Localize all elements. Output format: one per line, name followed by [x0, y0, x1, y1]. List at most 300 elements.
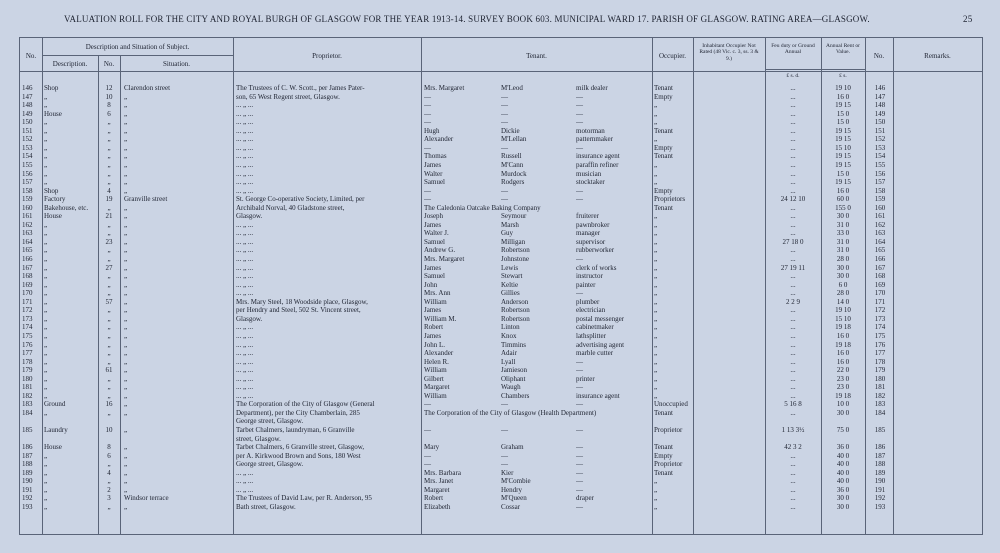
cell-to: — — [576, 485, 583, 494]
cell-no: 180 — [22, 374, 33, 383]
cell-num: „ — [107, 135, 111, 144]
cell-desc: „ — [44, 255, 48, 263]
cell-rno: 180 — [874, 374, 886, 383]
cell-rno: 165 — [874, 246, 886, 255]
cell-feu: ... — [790, 366, 796, 375]
cell-prop: ... „ ... — [236, 143, 254, 152]
cell-tf: Mrs. Margaret — [424, 84, 465, 92]
cell-feu: ... — [790, 272, 796, 281]
cell-feu: ... — [790, 152, 796, 161]
cell-sit: Granville street — [124, 195, 168, 204]
cell-prop: ... „ ... — [236, 485, 254, 494]
cell-no: 160 — [22, 203, 33, 212]
cell-desc: „ — [44, 383, 48, 392]
cell-tf: — — [424, 109, 431, 118]
cell-occ: Empty — [654, 143, 673, 152]
cell-ts: — — [501, 426, 508, 434]
cell-tf: Joseph — [424, 212, 444, 221]
cell-to: — — [576, 195, 583, 204]
header-occupier: Occupier. — [658, 52, 686, 60]
cell-tf: James — [424, 220, 442, 229]
cell-rent: 19 15 — [835, 178, 851, 187]
cell-num: „ — [107, 289, 111, 298]
cell-feu: 1 13 3½ — [781, 426, 805, 434]
cell-rent: 15 0 — [836, 118, 850, 127]
cell-occ: „ — [654, 340, 658, 349]
cell-rno: 182 — [874, 391, 886, 400]
cell-no: 186 — [22, 443, 33, 452]
cell-sit: „ — [124, 246, 128, 255]
cell-ts: — — [501, 451, 508, 460]
valuation-table — [19, 37, 983, 535]
cell-occ: „ — [654, 485, 658, 494]
cell-desc: „ — [44, 468, 48, 477]
cell-ts: Waugh — [501, 383, 521, 392]
cell-tf: The Corporation of the City of Glasgow (Health Department) — [424, 408, 597, 417]
cell-tf: — — [424, 460, 431, 469]
cell-rno: 162 — [874, 220, 886, 229]
cell-rent: 15 10 — [835, 143, 851, 152]
cell-num: 27 — [105, 263, 113, 272]
cell-ts: Keltie — [501, 280, 519, 289]
cell-feu: ... — [790, 84, 796, 92]
cell-prop: ... „ ... — [236, 237, 254, 246]
header-proprietor: Proprietor. — [312, 52, 342, 60]
header-description-group: Description and Situation of Subject. — [85, 43, 190, 51]
cell-feu: ... — [790, 101, 796, 110]
cell-num: 4 — [107, 468, 111, 477]
cell-feu: ... — [790, 280, 796, 289]
cell-tf: William — [424, 391, 447, 400]
cell-tf: James — [424, 263, 442, 272]
cell-sit: „ — [124, 169, 128, 178]
cell-rno: 166 — [874, 255, 886, 263]
cell-occ: „ — [654, 118, 658, 127]
cell-occ: „ — [654, 357, 658, 366]
cell-occ: „ — [654, 366, 658, 375]
cell-ts: Jamieson — [501, 366, 528, 375]
cell-to: — — [576, 289, 583, 298]
cell-tf: — — [424, 451, 431, 460]
cell-tf: Alexander — [424, 349, 454, 358]
cell-rent: 30 0 — [836, 502, 850, 511]
cell-occ: „ — [654, 169, 658, 178]
cell-rent: 19 10 — [835, 84, 851, 92]
cell-sit: Windsor terrace — [124, 494, 169, 503]
cell-ts: Seymour — [501, 212, 527, 221]
cell-prop: ... „ ... — [236, 255, 254, 263]
cell-feu: ... — [790, 92, 796, 101]
cell-no: 192 — [22, 494, 33, 503]
cell-no: 152 — [22, 135, 33, 144]
cell-no: 156 — [22, 169, 33, 178]
cell-prop: Tarbet Chalmers, 6 Granville street, Glasgow, — [236, 443, 365, 452]
cell-desc: „ — [44, 152, 48, 161]
cell-tf: — — [424, 400, 431, 409]
cell-to: draper — [576, 494, 594, 503]
cell-rno: 146 — [874, 84, 886, 92]
cell-rent: 36 0 — [836, 485, 850, 494]
cell-rno: 152 — [874, 135, 886, 144]
cell-desc: „ — [44, 485, 48, 494]
cell-to: lathsplitter — [576, 331, 606, 340]
cell-rent: 60 0 — [836, 195, 850, 204]
cell-ts: Graham — [501, 443, 524, 452]
cell-feu: ... — [790, 135, 796, 144]
cell-ts: Lewis — [501, 263, 519, 272]
cell-occ: Proprietor — [654, 460, 683, 469]
cell-desc: „ — [44, 220, 48, 229]
cell-num: „ — [107, 246, 111, 255]
cell-rent: 19 15 — [835, 152, 851, 161]
cell-no: 174 — [22, 323, 33, 332]
cell-occ: „ — [654, 160, 658, 169]
cell-to: — — [576, 468, 583, 477]
cell-desc: „ — [44, 101, 48, 110]
cell-no: 175 — [22, 331, 33, 340]
cell-feu: ... — [790, 220, 796, 229]
cell-num: „ — [107, 220, 111, 229]
cell-occ: Tenant — [654, 443, 673, 452]
cell-prop: ... „ ... — [236, 383, 254, 392]
cell-rent: 28 0 — [836, 289, 850, 298]
cell-occ: „ — [654, 212, 658, 221]
cell-rent: 31 0 — [836, 237, 850, 246]
cell-tf: Mrs. Ann — [424, 289, 451, 298]
cell-feu: ... — [790, 502, 796, 511]
cell-num: „ — [107, 323, 111, 332]
cell-desc: Ground — [44, 400, 66, 409]
cell-to: — — [576, 143, 583, 152]
cell-sit: „ — [124, 477, 128, 486]
cell-rno: 173 — [874, 314, 886, 323]
cell-tf: Thomas — [424, 152, 447, 161]
table-row — [20, 503, 982, 512]
cell-sit: „ — [124, 408, 128, 417]
cell-rent: 40 0 — [836, 477, 850, 486]
cell-tf: Elizabeth — [424, 502, 451, 511]
header-feu-duty: Feu duty or Ground Annual — [771, 43, 815, 56]
cell-num: 8 — [107, 101, 111, 110]
cell-occ: „ — [654, 272, 658, 281]
cell-prop: Bath street, Glasgow. — [236, 502, 296, 511]
cell-rent: 30 0 — [836, 494, 850, 503]
cell-occ: „ — [654, 314, 658, 323]
cell-ts: Hendry — [501, 485, 522, 494]
cell-desc: „ — [44, 237, 48, 246]
cell-sit: „ — [124, 468, 128, 477]
cell-feu: ... — [790, 460, 796, 469]
cell-desc: „ — [44, 118, 48, 127]
cell-feu: ... — [790, 383, 796, 392]
cell-prop: ... „ ... — [236, 186, 254, 195]
cell-prop: ... „ ... — [236, 152, 254, 161]
cell-rent: 23 0 — [836, 383, 850, 392]
cell-rno: 160 — [874, 203, 886, 212]
cell-sit: „ — [124, 263, 128, 272]
cell-sit: „ — [124, 374, 128, 383]
cell-sit: „ — [124, 383, 128, 392]
header-remarks: Remarks. — [924, 52, 951, 60]
cell-feu: ... — [790, 229, 796, 238]
cell-desc: „ — [44, 229, 48, 238]
cell-rent: 30 0 — [836, 408, 850, 417]
cell-tf: Hugh — [424, 126, 440, 135]
cell-num: „ — [107, 203, 111, 212]
cell-tf: Samuel — [424, 237, 445, 246]
cell-ts: — — [501, 109, 508, 118]
cell-num: 23 — [105, 237, 113, 246]
cell-ts: — — [501, 460, 508, 469]
cell-sit: „ — [124, 237, 128, 246]
cell-prop: ... „ ... — [236, 263, 254, 272]
cell-num: 19 — [105, 195, 113, 204]
header-annual-rent: Annual Rent or Value. — [826, 43, 860, 56]
cell-feu: 2 2 9 — [786, 297, 800, 306]
cell-rno: 183 — [874, 400, 886, 409]
cell-rno: 163 — [874, 229, 886, 238]
cell-occ: „ — [654, 349, 658, 358]
cell-feu: ... — [790, 357, 796, 366]
cell-feu: ... — [790, 246, 796, 255]
cell-feu: ... — [790, 178, 796, 187]
cell-feu: ... — [790, 340, 796, 349]
cell-rno: 171 — [874, 297, 886, 306]
cell-sit: „ — [124, 331, 128, 340]
cell-feu: 24 12 10 — [780, 195, 806, 204]
cell-no: 189 — [22, 468, 33, 477]
cell-tf: Andrew G. — [424, 246, 456, 255]
cell-ts: Russell — [501, 152, 522, 161]
cell-ts: Lyall — [501, 357, 516, 366]
cell-tf: William — [424, 297, 447, 306]
cell-num: „ — [107, 340, 111, 349]
cell-rent: 23 0 — [836, 374, 850, 383]
page-number: 25 — [963, 14, 973, 24]
cell-num: 2 — [107, 485, 111, 494]
cell-ts: M'Lellan — [501, 135, 527, 144]
cell-rno: 153 — [874, 143, 886, 152]
cell-to: printer — [576, 374, 595, 383]
cell-prop: ... „ ... — [236, 160, 254, 169]
cell-to: marble cutter — [576, 349, 614, 358]
cell-to: — — [576, 118, 583, 127]
cell-occ: „ — [654, 255, 658, 263]
cell-to: paraffin refiner — [576, 160, 619, 169]
cell-occ: Tenant — [654, 152, 673, 161]
cell-tf: John — [424, 280, 438, 289]
cell-feu: ... — [790, 126, 796, 135]
cell-rno: 148 — [874, 101, 886, 110]
cell-rno: 155 — [874, 160, 886, 169]
cell-tf: Mrs. Janet — [424, 477, 454, 486]
cell-sit: „ — [124, 220, 128, 229]
cell-desc: „ — [44, 135, 48, 144]
cell-rent: 16 0 — [836, 357, 850, 366]
cell-feu: 27 19 11 — [780, 263, 806, 272]
cell-no: 171 — [22, 297, 33, 306]
cell-sit: „ — [124, 323, 128, 332]
cell-rent: 19 18 — [835, 323, 851, 332]
cell-no: 161 — [22, 212, 33, 221]
cell-to: — — [576, 400, 583, 409]
cell-ts: Timmins — [501, 340, 527, 349]
cell-feu: 27 18 0 — [782, 237, 804, 246]
cell-to: postal messenger — [576, 314, 625, 323]
cell-sit: „ — [124, 314, 128, 323]
cell-to: — — [576, 357, 583, 366]
header-situation: Situation. — [162, 60, 191, 68]
cell-feu: ... — [790, 186, 796, 195]
cell-feu: ... — [790, 477, 796, 486]
cell-ts: Johnstone — [501, 255, 529, 263]
cell-tf: Margaret — [424, 383, 450, 392]
cell-rent: 31 0 — [836, 220, 850, 229]
cell-tf: The Caledonia Oatcake Baking Company — [424, 203, 541, 212]
cell-desc: „ — [44, 289, 48, 298]
cell-desc: „ — [44, 263, 48, 272]
cell-occ: Unoccupied — [654, 400, 688, 409]
cell-rent: 36 0 — [836, 443, 850, 452]
cell-no: 165 — [22, 246, 33, 255]
cell-num: 10 — [105, 426, 113, 434]
cell-sit: „ — [124, 203, 128, 212]
cell-sit: „ — [124, 451, 128, 460]
cell-rno: 156 — [874, 169, 886, 178]
cell-tf: Robert — [424, 494, 444, 503]
cell-to: supervisor — [576, 237, 606, 246]
cell-num: „ — [107, 178, 111, 187]
cell-no: 164 — [22, 237, 33, 246]
cell-ts: Chambers — [501, 391, 530, 400]
cell-desc: House — [44, 443, 62, 452]
cell-prop: ... „ ... — [236, 109, 254, 118]
cell-ts: Linton — [501, 323, 520, 332]
cell-occ: Proprietor — [654, 426, 683, 434]
cell-to: — — [576, 426, 583, 434]
cell-desc: Factory — [44, 195, 66, 204]
cell-ts: — — [501, 186, 508, 195]
cell-rent: 14 0 — [836, 297, 850, 306]
cell-num: „ — [107, 272, 111, 281]
cell-no: 172 — [22, 306, 33, 315]
cell-desc: „ — [44, 178, 48, 187]
cell-occ: Empty — [654, 451, 673, 460]
cell-sit: „ — [124, 118, 128, 127]
cell-rent: 31 0 — [836, 246, 850, 255]
cell-sit: „ — [124, 109, 128, 118]
cell-rent: 155 0 — [835, 203, 851, 212]
cell-desc: „ — [44, 349, 48, 358]
cell-rent: 22 0 — [836, 366, 850, 375]
cell-feu: ... — [790, 374, 796, 383]
cell-rno: 157 — [874, 178, 886, 187]
cell-ts: Murdock — [501, 169, 527, 178]
cell-to: manager — [576, 229, 601, 238]
cell-num: „ — [107, 306, 111, 315]
cell-no: 154 — [22, 152, 33, 161]
cell-rno: 150 — [874, 118, 886, 127]
cell-tf: — — [424, 101, 431, 110]
cell-occ: „ — [654, 101, 658, 110]
cell-num: „ — [107, 152, 111, 161]
cell-tf: Mary — [424, 443, 440, 452]
cell-desc: „ — [44, 366, 48, 375]
cell-no: 147 — [22, 92, 33, 101]
cell-rno: 169 — [874, 280, 886, 289]
cell-num: 6 — [107, 451, 111, 460]
cell-to: — — [576, 92, 583, 101]
cell-prop: ... „ ... — [236, 178, 254, 187]
cell-to: insurance agent — [576, 391, 620, 400]
cell-prop: ... „ ... — [236, 349, 254, 358]
cell-rno: 186 — [874, 443, 886, 452]
cell-tf: — — [424, 426, 431, 434]
cell-rent: 16 0 — [836, 331, 850, 340]
cell-occ: „ — [654, 477, 658, 486]
cell-tf: John L. — [424, 340, 445, 349]
cell-occ: „ — [654, 280, 658, 289]
cell-to: — — [576, 502, 583, 511]
cell-prop: ... „ ... — [236, 272, 254, 281]
cell-prop: ... „ ... — [236, 169, 254, 178]
cell-no: 146 — [22, 84, 33, 92]
cell-num: „ — [107, 383, 111, 392]
cell-sit: „ — [124, 366, 128, 375]
cell-desc: „ — [44, 297, 48, 306]
cell-num: „ — [107, 255, 111, 263]
cell-prop: Archibald Norval, 40 Gladstone street, — [236, 203, 345, 212]
cell-no: 167 — [22, 263, 33, 272]
cell-tf: Mrs. Barbara — [424, 468, 461, 477]
cell-prop: ... „ ... — [236, 246, 254, 255]
cell-tf: James — [424, 306, 442, 315]
cell-ts: Robertson — [501, 314, 530, 323]
cell-sit: „ — [124, 297, 128, 306]
cell-ts: M'Queen — [501, 494, 527, 503]
cell-rno: 167 — [874, 263, 886, 272]
cell-desc: „ — [44, 502, 48, 511]
cell-prop: George street, Glasgow. — [236, 417, 304, 426]
cell-ts: Anderson — [501, 297, 529, 306]
cell-rent: 19 15 — [835, 135, 851, 144]
cell-no: 190 — [22, 477, 33, 486]
cell-prop: ... „ ... — [236, 468, 254, 477]
cell-tf: — — [424, 186, 431, 195]
cell-sit: „ — [124, 255, 128, 263]
cell-desc: Laundry — [44, 426, 68, 434]
cell-feu: ... — [790, 289, 796, 298]
cell-desc: „ — [44, 246, 48, 255]
cell-tf: Gilbert — [424, 374, 444, 383]
cell-ts: — — [501, 195, 508, 204]
cell-desc: „ — [44, 331, 48, 340]
cell-feu: ... — [790, 143, 796, 152]
cell-tf: — — [424, 143, 431, 152]
cell-prop: ... „ ... — [236, 323, 254, 332]
cell-desc: Shop — [44, 186, 59, 195]
cell-ts: Stewart — [501, 272, 523, 281]
cell-to: — — [576, 101, 583, 110]
cell-no: 170 — [22, 289, 33, 298]
cell-rent: 19 15 — [835, 126, 851, 135]
cell-feu: ... — [790, 349, 796, 358]
cell-rent: 19 15 — [835, 160, 851, 169]
header-no-right: No. — [873, 52, 885, 60]
cell-sit: „ — [124, 212, 128, 221]
cell-no: 159 — [22, 195, 33, 204]
cell-no: 163 — [22, 229, 33, 238]
